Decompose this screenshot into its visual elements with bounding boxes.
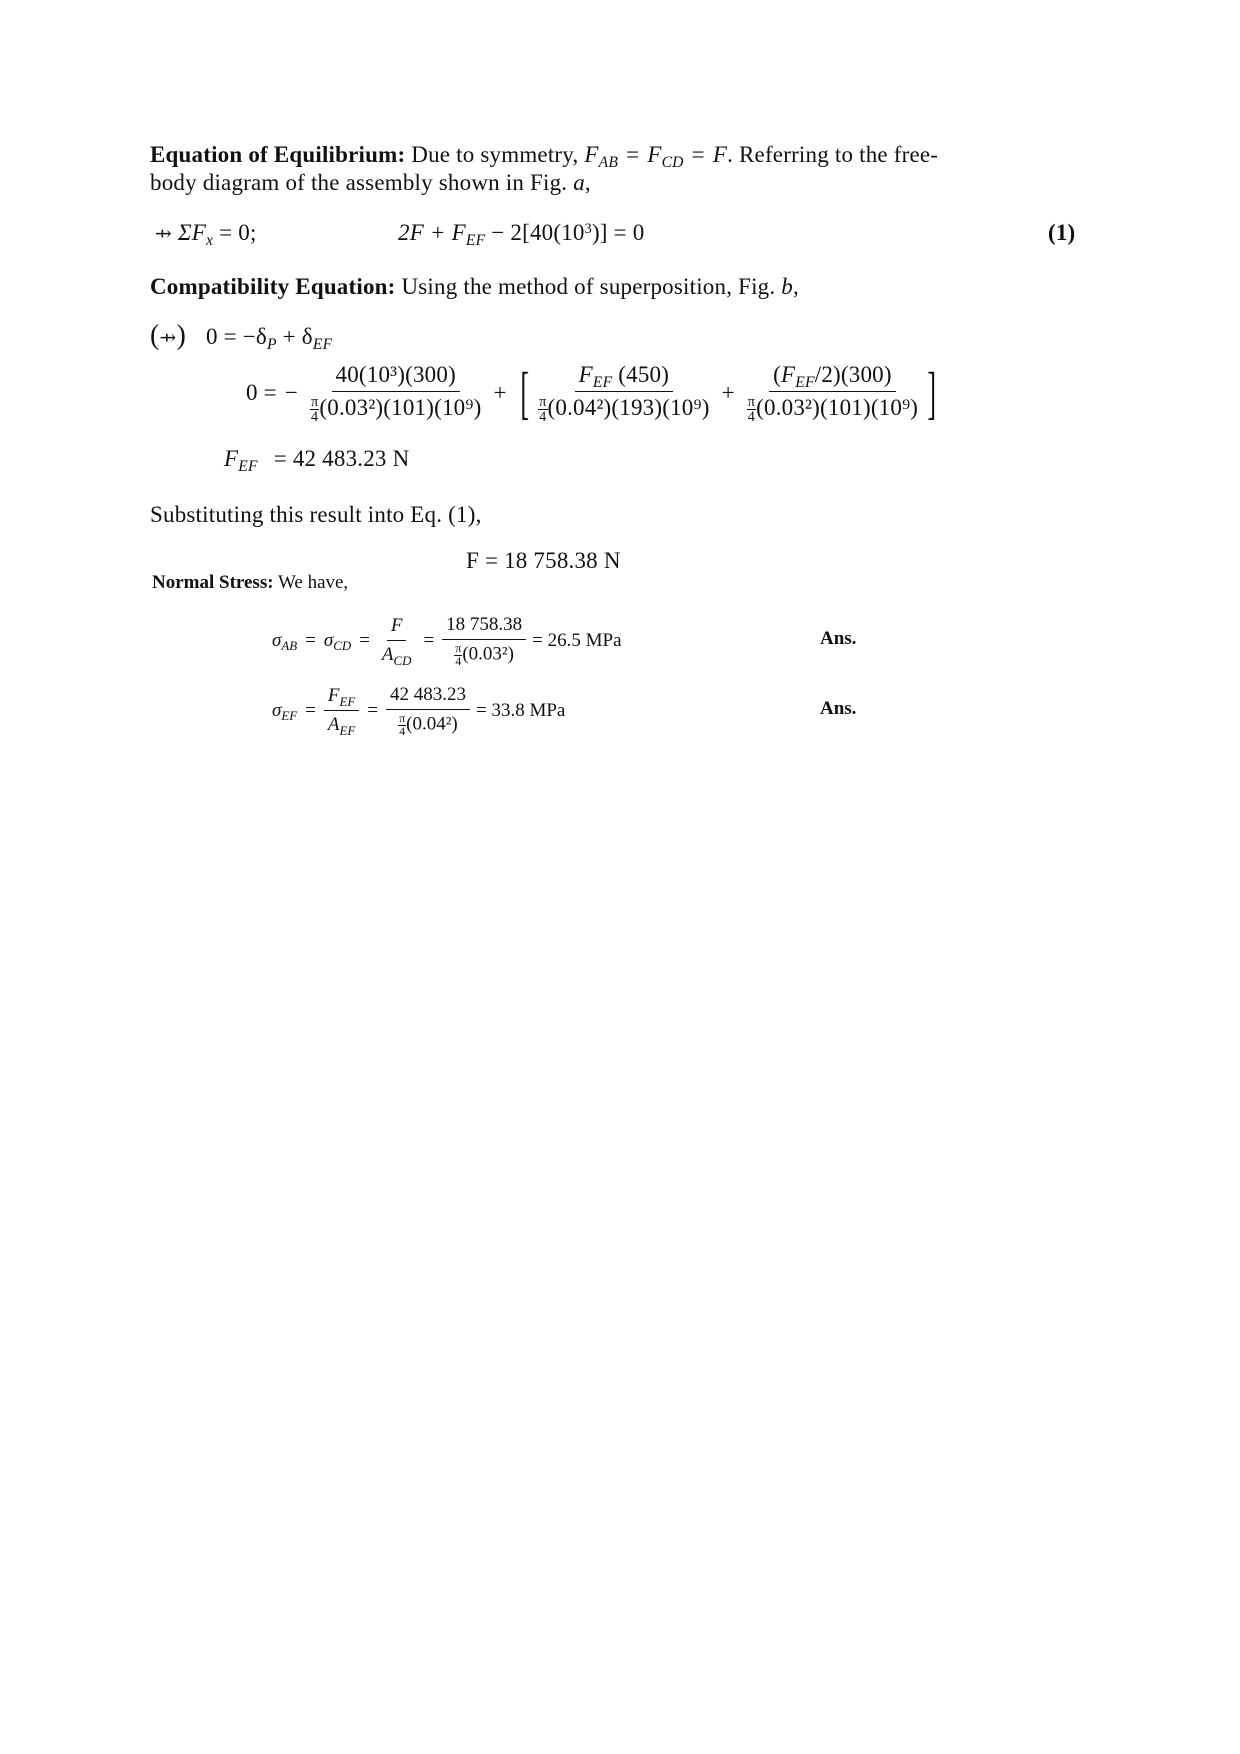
equation-1-body: $2F + F_{EF} - 2[40(10^3)] = 0$ <box>398 220 645 250</box>
equilibrium-heading: Equation of Equilibrium: <box>150 142 406 167</box>
normal-stress-heading: Normal Stress: <box>152 572 274 593</box>
sigma-ef-equation: $\sigma_{EF}$ = $\frac{F_{EF}}{A_{EF}}$ = 42 483.23 $\frac{\pi}{4}$ (0.04²) = 33.8 MPa <box>272 684 566 738</box>
equation-1-number: (1) <box>1048 220 1076 245</box>
substitution-text: Substituting this result into Eq. (1), <box>150 502 482 527</box>
compatibility-equation-1: (⇸) $0 = -\delta_P + \delta_{EF}$ <box>150 320 333 354</box>
ans-label-ef: Ans. <box>820 698 857 719</box>
ans-label-ab: Ans. <box>820 628 857 649</box>
compatibility-equation-2: 0 = − 40(10³)(300) $\frac{\pi}{4}$ (0.03²)(101)(10⁹) + [ $F_{EF}$ (450) $\frac{\pi}{4}$ (0.04²)(193)(10⁹) + $(F_{EF}/2)(300)$ $\frac{\pi}{4}$ (0.03²)(101)(10⁹) ] <box>246 360 937 426</box>
term-1-fraction: 40(10³)(300) $\frac{\pi}{4}$ (0.03²)(101)(10⁹) <box>311 362 482 426</box>
normal-stress-line: Normal Stress: We have, <box>152 572 349 593</box>
term-2-fraction: $F_{EF}$ (450) $\frac{\pi}{4}$ (0.04²)(193)(10⁹) <box>539 362 710 426</box>
fef-result: $F_{EF} = 42$ 483.23 N <box>224 446 410 476</box>
compatibility-line: Compatibility Equation: Using the method of superposition, Fig. b, <box>150 274 799 299</box>
plus-right-arrow-icon: ⇸ <box>159 327 177 349</box>
substitution-result: F = 18 758.38 N <box>466 548 621 573</box>
equilibrium-line-1: Equation of Equilibrium: Due to symmetry, $F_{AB} = F_{CD} = F$. Referring to the free- <box>150 142 939 172</box>
equilibrium-line-2: body diagram of the assembly shown in Fig. a, <box>150 170 591 195</box>
sigma-ab-equation: $\sigma_{AB}$ = $\sigma_{CD}$ = $\frac{F}{A_{CD}}$ = 18 758.38 $\frac{\pi}{4}$ (0.03²) = 26.5 MPa <box>272 614 622 668</box>
plus-right-arrow-icon: ⇸ <box>155 223 172 245</box>
compatibility-heading: Compatibility Equation: <box>150 274 396 299</box>
equilibrium-text-2: . Referring to the free- <box>727 142 939 167</box>
equilibrium-text-1: Due to symmetry, <box>411 142 579 167</box>
term-3-fraction: $(F_{EF}/2)(300)$ $\frac{\pi}{4}$ (0.03²)(101)(10⁹) <box>747 362 919 426</box>
equation-1-label: ⇸ $\Sigma F_x = 0$; <box>155 220 257 250</box>
